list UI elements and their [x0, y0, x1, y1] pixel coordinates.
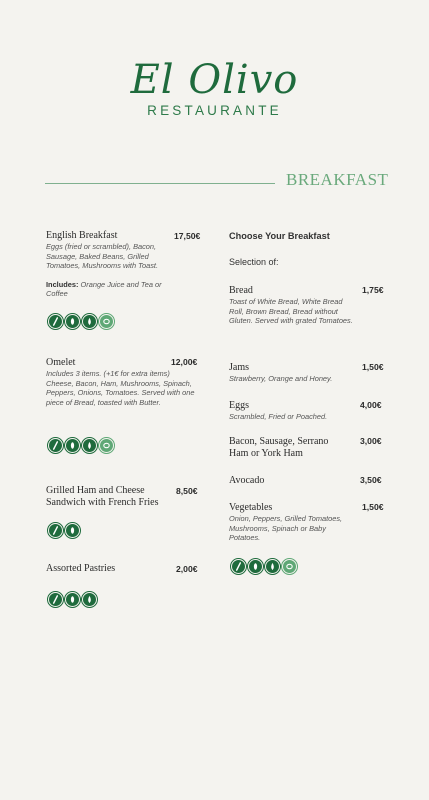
knife-icon	[48, 438, 63, 453]
item-price: 3,50€	[360, 475, 382, 485]
item-name: Bacon, Sausage, Serrano Ham or York Ham	[229, 436, 329, 459]
option-bread	[229, 285, 386, 326]
leaf-icon	[248, 559, 263, 574]
drop-icon	[82, 314, 97, 329]
item-name: Assorted Pastries	[46, 563, 116, 574]
option-jams	[229, 362, 386, 384]
item-price: 3,00€	[360, 436, 382, 446]
logo-subtitle: RESTAURANTE	[147, 103, 282, 118]
item-price: 1,75€	[362, 285, 384, 295]
item-description: Toast of White Bread, White Bread Roll, Brown Bread, Bread without Gluten. Served with grated Tomatoes.	[229, 297, 353, 325]
item-description: Eggs (fried or scrambled), Bacon, Sausage, Baked Beans, Grilled Tomatoes, Mushrooms with Toast.	[46, 242, 159, 270]
item-price: 12,00€	[171, 357, 198, 367]
menu-item-english-breakfast	[46, 230, 202, 299]
item-description: Onion, Peppers, Grilled Tomatoes, Mushrooms, Spinach or Baby Potatoes.	[229, 514, 343, 542]
knife-icon	[48, 592, 63, 607]
item-name: Eggs	[229, 400, 249, 411]
item-price: 1,50€	[362, 502, 384, 512]
choose-breakfast-heading: Choose Your Breakfast	[229, 231, 330, 241]
leaf-icon	[65, 592, 80, 607]
item-name: Grilled Ham and Cheese Sandwich with French Fries	[46, 485, 159, 508]
item-description: Scrambled, Fried or Poached.	[229, 412, 328, 421]
item-description: Strawberry, Orange and Honey.	[229, 374, 333, 383]
item-name: Jams	[229, 362, 249, 373]
leaf-icon	[65, 314, 80, 329]
egg-icon	[99, 314, 114, 329]
egg-icon	[282, 559, 297, 574]
allergen-icons	[48, 314, 114, 329]
item-price: 17,50€	[174, 231, 201, 241]
item-name: Bread	[229, 285, 253, 296]
allergen-icons	[48, 592, 97, 607]
includes-label: Includes:	[46, 279, 79, 289]
option-meats	[229, 436, 386, 460]
allergen-icons	[231, 559, 297, 574]
menu-item-assorted-pastries	[46, 563, 202, 575]
item-price: 4,00€	[360, 400, 382, 410]
knife-icon	[48, 523, 63, 538]
leaf-icon	[65, 523, 80, 538]
item-price: 2,00€	[176, 564, 198, 574]
section-title: BREAKFAST	[286, 170, 389, 189]
restaurant-logo	[0, 58, 429, 118]
drop-icon	[265, 559, 280, 574]
logo-name: El Olivo	[130, 57, 299, 103]
item-price: 1,50€	[362, 362, 384, 372]
option-eggs	[229, 400, 386, 422]
allergen-icons	[48, 438, 114, 453]
item-price: 8,50€	[176, 486, 198, 496]
selection-label: Selection of:	[229, 257, 279, 267]
option-avocado	[229, 475, 386, 487]
item-name: Vegetables	[229, 502, 273, 513]
option-vegetables	[229, 502, 386, 543]
item-name: Omelet	[46, 357, 76, 368]
drop-icon	[82, 592, 97, 607]
drop-icon	[82, 438, 97, 453]
includes-text: Orange Juice and Tea or Coffee	[46, 279, 162, 298]
knife-icon	[48, 314, 63, 329]
leaf-icon	[65, 438, 80, 453]
menu-item-omelet	[46, 357, 202, 407]
item-description: Includes 3 items. (+1€ for extra items) Cheese, Bacon, Ham, Mushrooms, Spinach, Peppers, Onions, Tomatoes. Served with one piece of Bread, toasted with Butter.	[46, 369, 195, 407]
allergen-icons	[48, 523, 80, 538]
egg-icon	[99, 438, 114, 453]
section-divider	[45, 183, 275, 184]
item-includes	[46, 280, 174, 299]
item-name: Avocado	[229, 475, 265, 486]
item-name: English Breakfast	[46, 230, 118, 241]
menu-item-grilled-ham-sandwich	[46, 485, 202, 509]
knife-icon	[231, 559, 246, 574]
